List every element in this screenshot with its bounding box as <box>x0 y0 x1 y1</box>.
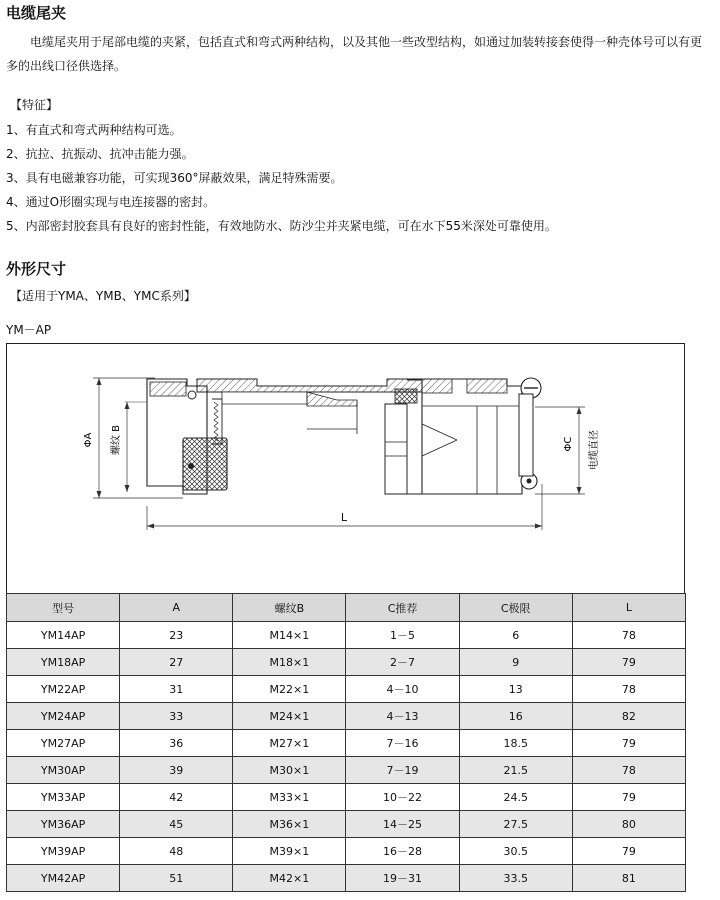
table-cell: M36×1 <box>233 811 346 838</box>
column-header: C极限 <box>459 594 572 622</box>
table-cell: 10－22 <box>346 784 459 811</box>
table-cell: YM33AP <box>7 784 120 811</box>
table-cell: 27 <box>120 649 233 676</box>
table-row <box>7 811 686 838</box>
table-cell: 78 <box>572 622 685 649</box>
column-header: 型号 <box>7 594 120 622</box>
table-row <box>7 784 686 811</box>
page-title: 电缆尾夹 <box>6 4 67 22</box>
table-cell: 79 <box>572 784 685 811</box>
table-cell: 7－16 <box>346 730 459 757</box>
table-row <box>7 757 686 784</box>
column-header: C推荐 <box>346 594 459 622</box>
table-cell: 79 <box>572 838 685 865</box>
model-label: YM－AP <box>6 323 52 337</box>
table-cell: YM27AP <box>7 730 120 757</box>
feature-item: 4、通过O形圈实现与电连接器的密封。 <box>6 195 216 209</box>
table-cell: 23 <box>120 622 233 649</box>
table-cell: 33.5 <box>459 865 572 892</box>
table-cell: 30.5 <box>459 838 572 865</box>
dimensions-heading: 外形尺寸 <box>6 260 67 278</box>
phi-a-label: ΦA <box>83 432 94 448</box>
table-cell: 45 <box>120 811 233 838</box>
table-cell: 14－25 <box>346 811 459 838</box>
table-cell: 21.5 <box>459 757 572 784</box>
applies-to-note: 【适用于YMA、YMB、YMC系列】 <box>10 289 196 303</box>
feature-item: 1、有直式和弯式两种结构可选。 <box>6 123 182 137</box>
table-cell: YM36AP <box>7 811 120 838</box>
table-cell: 7－19 <box>346 757 459 784</box>
feature-item: 5、内部密封胶套具有良好的密封性能，有效地防水、防沙尘并夹紧电缆，可在水下55米深处可靠使用。 <box>6 219 557 233</box>
table-cell: 4－10 <box>346 676 459 703</box>
feature-item: 2、抗拉、抗振动、抗冲击能力强。 <box>6 147 194 161</box>
table-cell: 33 <box>120 703 233 730</box>
table-cell: M42×1 <box>233 865 346 892</box>
column-header: A <box>120 594 233 622</box>
table-cell: 2－7 <box>346 649 459 676</box>
table-cell: 18.5 <box>459 730 572 757</box>
table-row <box>7 649 686 676</box>
table-cell: 42 <box>120 784 233 811</box>
table-cell: 78 <box>572 757 685 784</box>
table-cell: YM30AP <box>7 757 120 784</box>
length-label: L <box>340 511 348 524</box>
table-cell: 9 <box>459 649 572 676</box>
table-cell: 79 <box>572 649 685 676</box>
spec-table <box>6 593 686 892</box>
table-cell: M22×1 <box>233 676 346 703</box>
table-row <box>7 676 686 703</box>
table-cell: 82 <box>572 703 685 730</box>
table-cell: 78 <box>572 676 685 703</box>
table-cell: YM14AP <box>7 622 120 649</box>
table-cell: 51 <box>120 865 233 892</box>
table-cell: YM42AP <box>7 865 120 892</box>
table-cell: 16 <box>459 703 572 730</box>
phi-c-label: ΦC <box>563 436 574 452</box>
table-cell: M30×1 <box>233 757 346 784</box>
table-cell: 81 <box>572 865 685 892</box>
table-cell: M33×1 <box>233 784 346 811</box>
table-cell: 4－13 <box>346 703 459 730</box>
column-header: 螺纹B <box>233 594 346 622</box>
features-heading: 【特征】 <box>10 98 59 112</box>
table-cell: 39 <box>120 757 233 784</box>
table-cell: 36 <box>120 730 233 757</box>
table-row <box>7 865 686 892</box>
table-cell: 48 <box>120 838 233 865</box>
table-cell: 79 <box>572 730 685 757</box>
table-cell: 1－5 <box>346 622 459 649</box>
table-cell: M14×1 <box>233 622 346 649</box>
table-cell: 24.5 <box>459 784 572 811</box>
table-cell: 13 <box>459 676 572 703</box>
drawing-frame <box>6 343 685 593</box>
table-cell: M27×1 <box>233 730 346 757</box>
table-cell: YM39AP <box>7 838 120 865</box>
table-header-row <box>7 594 686 622</box>
column-header: L <box>572 594 685 622</box>
table-row <box>7 622 686 649</box>
table-cell: M18×1 <box>233 649 346 676</box>
table-cell: YM18AP <box>7 649 120 676</box>
table-cell: 6 <box>459 622 572 649</box>
table-cell: YM24AP <box>7 703 120 730</box>
intro-paragraph: 电缆尾夹用于尾部电缆的夹紧，包括直式和弯式两种结构，以及其他一些改型结构，如通过加装转接套使得一种壳体号可以有更多的出线口径供选择。 <box>6 35 703 73</box>
cable-diameter-label: 电缆直径 <box>589 430 600 470</box>
cable-clamp-drawing <box>7 344 685 594</box>
table-cell: 19－31 <box>346 865 459 892</box>
table-cell: 16－28 <box>346 838 459 865</box>
table-row <box>7 730 686 757</box>
feature-item: 3、具有电磁兼容功能，可实现360°屏蔽效果，满足特殊需要。 <box>6 171 343 185</box>
table-cell: YM22AP <box>7 676 120 703</box>
table-cell: 80 <box>572 811 685 838</box>
table-row <box>7 838 686 865</box>
table-cell: M24×1 <box>233 703 346 730</box>
table-row <box>7 703 686 730</box>
thread-b-label: 螺纹 B <box>111 424 122 456</box>
table-cell: M39×1 <box>233 838 346 865</box>
table-cell: 27.5 <box>459 811 572 838</box>
table-cell: 31 <box>120 676 233 703</box>
